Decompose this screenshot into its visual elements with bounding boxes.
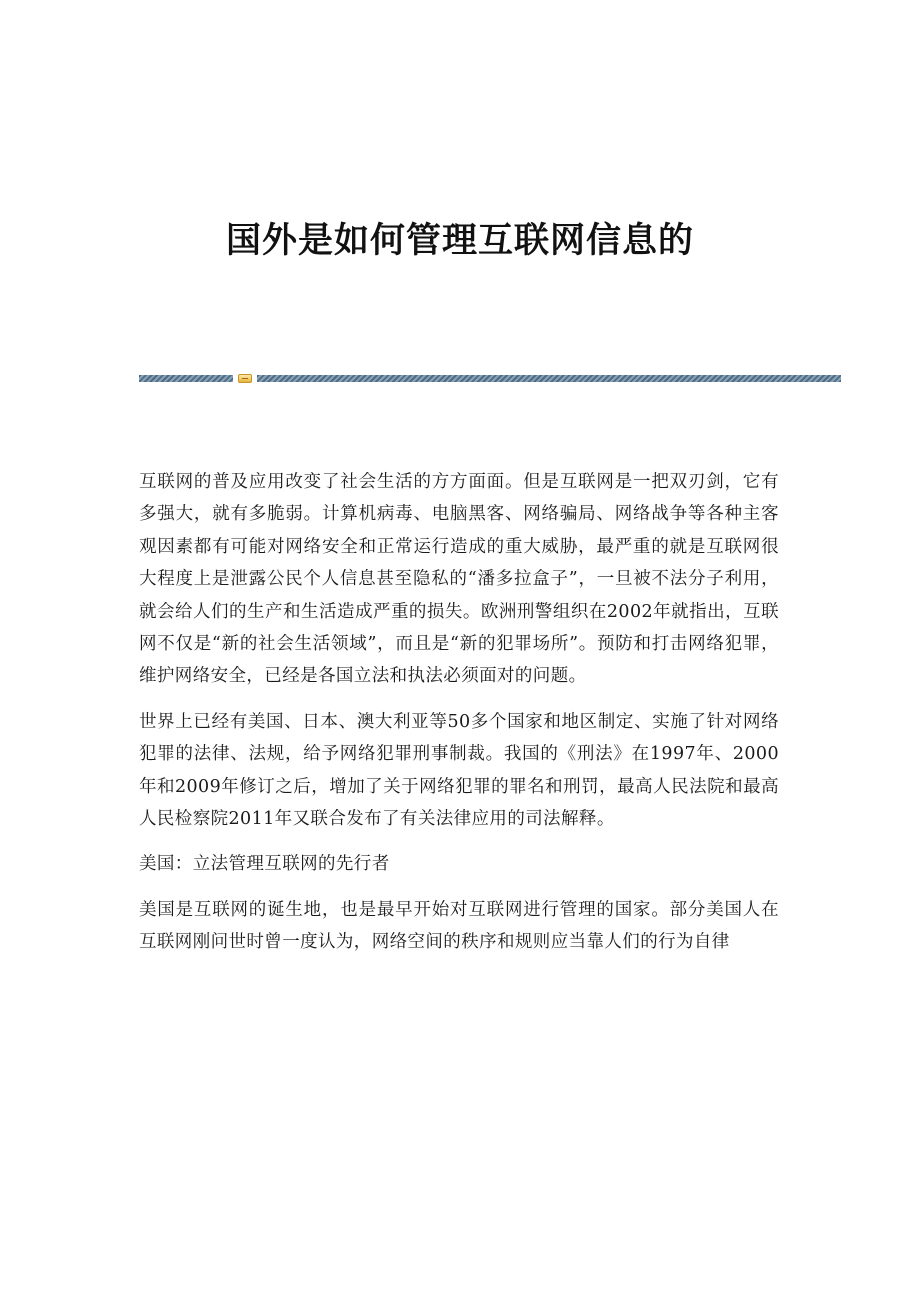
divider-ornament-icon [238,374,252,383]
article-body [139,466,779,959]
paragraph-usa: 美国是互联网的诞生地，也是最早开始对互联网进行管理的国家。部分美国人在互联网刚问世时曾一度认为，网络空间的秩序和规则应当靠人们的行为自律 [139,899,779,953]
paragraph-intro: 互联网的普及应用改变了社会生活的方方面面。但是互联网是一把双刃剑，它有多强大，就有多脆弱。计算机病毒、电脑黑客、网络骗局、网络战争等各种主客观因素都有可能对网络安全和正常运行造成的重大威胁，最严重的就是互联网很大程度上是泄露公民个人信息甚至隐私的“潘多拉盒子”，一旦被不法分子利用，就会给人们的生产和生活造成严重的损失。欧洲刑警组织在2002年就指出，互联网不仅是“新的社会生活领域”，而且是“新的犯罪场所”。预防和打击网络犯罪，维护网络安全，已经是各国立法和执法必须面对的问题。 [139,472,779,687]
title-divider [139,374,841,383]
divider-bar-left [139,375,233,382]
divider-bar-right [257,375,841,382]
section-heading-usa: 美国：立法管理互联网的先行者 [139,854,390,875]
paragraph-legislation: 世界上已经有美国、日本、澳大利亚等50多个国家和地区制定、实施了针对网络犯罪的法律、法规，给予网络犯罪刑事制裁。我国的《刑法》在1997年、2000年和2009年修订之后，增加了关于网络犯罪的罪名和刑罚，最高人民法院和最高人民检察院2011年又联合发布了有关法律应用的司法解释。 [139,711,779,830]
page-title: 国外是如何管理互联网信息的 [225,221,694,261]
